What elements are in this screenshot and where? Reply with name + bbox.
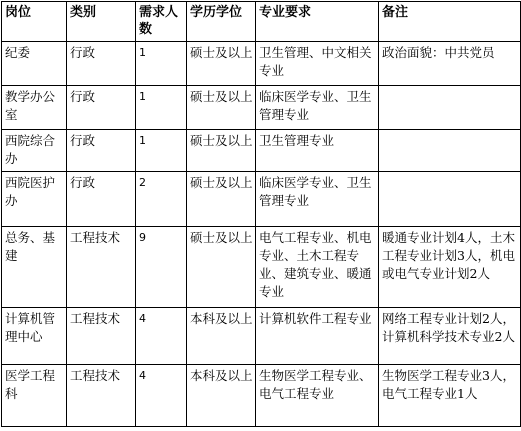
table-header-row (2, 2, 521, 42)
cell-count: 9 (136, 227, 187, 308)
cell-degree: 硕士及以上 (187, 42, 256, 86)
table-row (2, 42, 521, 86)
header-position: 岗位 (2, 2, 67, 42)
cell-category: 工程技术 (67, 308, 136, 365)
cell-major: 电气工程专业、机电专业、土木工程专业、建筑专业、暖通专业 (256, 227, 379, 308)
cell-position: 西院医护办 (2, 172, 67, 227)
table-row (2, 365, 521, 427)
table-row (2, 308, 521, 365)
cell-notes (379, 172, 521, 227)
cell-position: 医学工程科 (2, 365, 67, 427)
cell-count: 4 (136, 308, 187, 365)
cell-major: 卫生管理专业 (256, 130, 379, 172)
cell-major: 计算机软件工程专业 (256, 308, 379, 365)
table-row (2, 130, 521, 172)
cell-degree: 本科及以上 (187, 308, 256, 365)
header-major: 专业要求 (256, 2, 379, 42)
cell-category: 行政 (67, 172, 136, 227)
cell-category: 行政 (67, 86, 136, 130)
cell-major: 临床医学专业、卫生管理专业 (256, 86, 379, 130)
cell-degree: 硕士及以上 (187, 227, 256, 308)
cell-notes (379, 86, 521, 130)
cell-category: 工程技术 (67, 227, 136, 308)
cell-major: 临床医学专业、卫生管理专业 (256, 172, 379, 227)
cell-major: 生物医学工程专业、电气工程专业 (256, 365, 379, 427)
table-row (2, 227, 521, 308)
cell-category: 行政 (67, 130, 136, 172)
cell-position: 计算机管理中心 (2, 308, 67, 365)
cell-notes: 暖通专业计划4人，土木工程专业计划3人，机电或电气专业计划2人 (379, 227, 521, 308)
recruitment-table (1, 1, 521, 427)
header-count: 需求人数 (136, 2, 187, 42)
header-notes: 备注 (379, 2, 521, 42)
cell-count: 1 (136, 130, 187, 172)
cell-category: 工程技术 (67, 365, 136, 427)
cell-degree: 本科及以上 (187, 365, 256, 427)
cell-degree: 硕士及以上 (187, 130, 256, 172)
header-category: 类别 (67, 2, 136, 42)
cell-degree: 硕士及以上 (187, 86, 256, 130)
cell-degree: 硕士及以上 (187, 172, 256, 227)
table-row (2, 86, 521, 130)
cell-count: 2 (136, 172, 187, 227)
cell-notes (379, 130, 521, 172)
cell-position: 西院综合办 (2, 130, 67, 172)
cell-count: 4 (136, 365, 187, 427)
cell-notes: 网络工程专业计划2人，计算机科学技术专业2人 (379, 308, 521, 365)
cell-category: 行政 (67, 42, 136, 86)
cell-position: 总务、基建 (2, 227, 67, 308)
cell-position: 教学办公室 (2, 86, 67, 130)
cell-count: 1 (136, 42, 187, 86)
header-degree: 学历学位 (187, 2, 256, 42)
cell-notes: 生物医学工程专业3人，电气工程专业1人 (379, 365, 521, 427)
table-row (2, 172, 521, 227)
cell-major: 卫生管理、中文相关专业 (256, 42, 379, 86)
cell-notes: 政治面貌：中共党员 (379, 42, 521, 86)
cell-count: 1 (136, 86, 187, 130)
cell-position: 纪委 (2, 42, 67, 86)
